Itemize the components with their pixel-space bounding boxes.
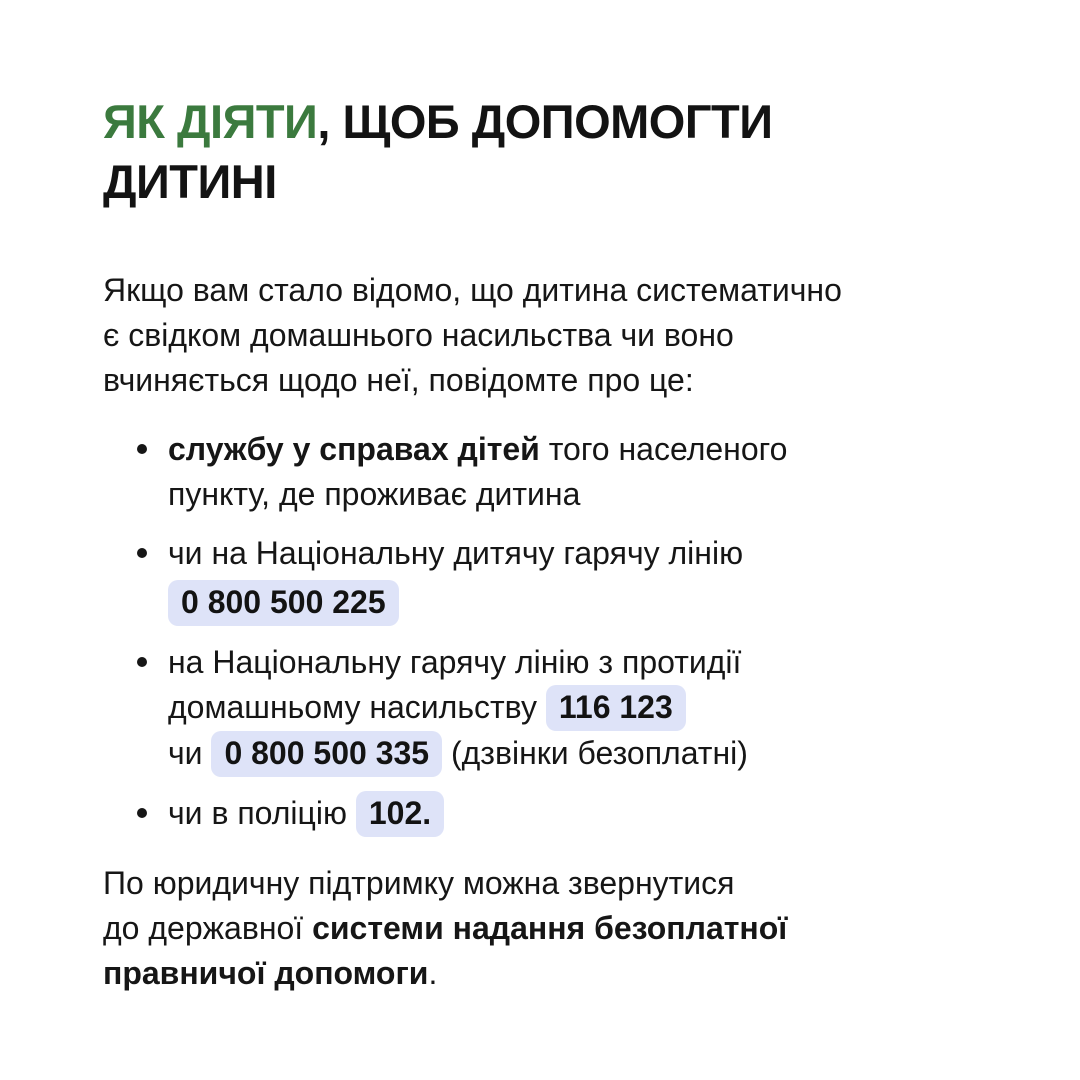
bullet-dot xyxy=(137,444,147,454)
intro-line: є свідком домашнього насильства чи воно xyxy=(103,317,734,353)
bold-text: правничої допомоги xyxy=(103,955,429,991)
footer-line: до державної системи надання безоплатної xyxy=(103,910,788,946)
list-item-children-service xyxy=(103,427,1020,517)
bullet-dot xyxy=(137,548,147,558)
list-item-line xyxy=(168,580,1020,626)
list-item-police xyxy=(103,791,1020,837)
legal-aid-note xyxy=(103,861,1020,996)
title-accent-text: ЯК ДІЯТИ xyxy=(103,95,318,148)
intro-line: Якщо вам стало відомо, що дитина систематично xyxy=(103,272,842,308)
footer-line: По юридичну підтримку можна звернутися xyxy=(103,865,735,901)
list-item-line: чи на Національну дитячу гарячу лінію xyxy=(168,535,744,571)
footer-line: правничої допомоги. xyxy=(103,955,438,991)
bullet-dot xyxy=(137,808,147,818)
list-item-line: чи в поліцію 102. xyxy=(168,791,1020,837)
phone-badge: 116 123 xyxy=(546,685,686,731)
intro-paragraph xyxy=(103,268,1020,403)
bold-text: службу у справах дітей xyxy=(168,431,540,467)
phone-badge: 102. xyxy=(356,791,444,837)
list-item-domestic-violence-hotline xyxy=(103,640,1020,777)
list-item-line: чи 0 800 500 335 (дзвінки безоплатні) xyxy=(168,731,1020,777)
list-item-line: пункту, де проживає дитина xyxy=(168,476,581,512)
list-item-line: службу у справах дітей того населеного xyxy=(168,431,788,467)
bullet-dot xyxy=(137,657,147,667)
list-item-line: на Національну гарячу лінію з протидії xyxy=(168,644,742,680)
phone-badge: 0 800 500 225 xyxy=(168,580,399,626)
title-line-1 xyxy=(103,92,1020,152)
title-line-2: ДИТИНІ xyxy=(103,155,277,208)
actions-list xyxy=(103,427,1020,837)
list-item-line: домашньому насильству 116 123 xyxy=(168,685,1020,731)
bold-text: системи надання безоплатної xyxy=(312,910,788,946)
intro-line: вчиняється щодо неї, повідомте про це: xyxy=(103,362,694,398)
page-title xyxy=(103,92,1020,212)
list-item-child-hotline xyxy=(103,531,1020,626)
free-calls-note: (дзвінки безоплатні) xyxy=(450,735,748,771)
title-rest-text: , ЩОБ ДОПОМОГТИ xyxy=(317,95,773,148)
phone-badge: 0 800 500 335 xyxy=(211,731,442,777)
